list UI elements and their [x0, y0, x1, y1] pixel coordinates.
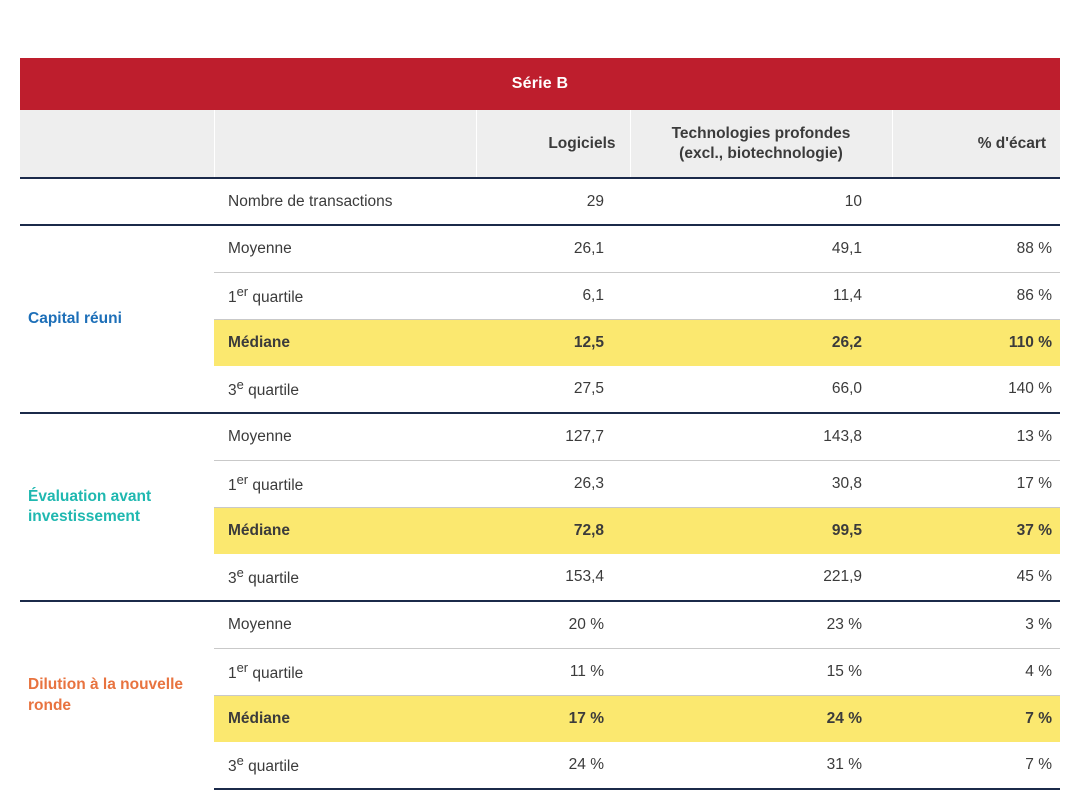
value-gap: 13 %	[892, 413, 1060, 460]
value-software: 6,1	[476, 272, 630, 319]
metric-label: 1er quartile	[214, 272, 476, 319]
header-deeptech-line1: Technologies profondes	[671, 125, 851, 143]
value-software: 12,5	[476, 319, 630, 366]
value-software: 72,8	[476, 507, 630, 554]
group-label-valuation: Évaluation avant investissement	[20, 413, 214, 601]
metric-label: Nombre de transactions	[214, 178, 476, 225]
value-deeptech: 11,4	[630, 272, 892, 319]
value-deeptech: 23 %	[630, 601, 892, 648]
metric-label: Médiane	[214, 319, 476, 366]
metric-label: Médiane	[214, 507, 476, 554]
value-software: 20 %	[476, 601, 630, 648]
value-gap: 7 %	[892, 742, 1060, 789]
value-deeptech: 221,9	[630, 554, 892, 601]
value-deeptech: 143,8	[630, 413, 892, 460]
value-software: 26,1	[476, 225, 630, 272]
value-deeptech: 31 %	[630, 742, 892, 789]
series-b-stats-table	[20, 58, 1060, 790]
value-gap: 45 %	[892, 554, 1060, 601]
metric-label: Moyenne	[214, 225, 476, 272]
value-gap: 110 %	[892, 319, 1060, 366]
value-gap	[892, 178, 1060, 225]
value-gap: 86 %	[892, 272, 1060, 319]
table-title-row	[20, 58, 1060, 110]
value-deeptech: 24 %	[630, 695, 892, 742]
value-gap: 4 %	[892, 648, 1060, 695]
metric-label: Médiane	[214, 695, 476, 742]
metric-label: Moyenne	[214, 601, 476, 648]
value-gap: 7 %	[892, 695, 1060, 742]
value-gap: 3 %	[892, 601, 1060, 648]
metric-label: Moyenne	[214, 413, 476, 460]
table-row	[20, 601, 1060, 648]
header-metric	[214, 110, 476, 178]
value-deeptech: 10	[630, 178, 892, 225]
value-software: 17 %	[476, 695, 630, 742]
value-software: 153,4	[476, 554, 630, 601]
value-software: 24 %	[476, 742, 630, 789]
metric-label: 3e quartile	[214, 742, 476, 789]
value-software: 127,7	[476, 413, 630, 460]
table-row	[20, 413, 1060, 460]
header-software: Logiciels	[476, 110, 630, 178]
table-header-row	[20, 110, 1060, 178]
metric-label: 1er quartile	[214, 648, 476, 695]
header-deeptech	[630, 110, 892, 178]
metric-label: 1er quartile	[214, 460, 476, 507]
value-gap: 17 %	[892, 460, 1060, 507]
value-gap: 37 %	[892, 507, 1060, 554]
value-deeptech: 99,5	[630, 507, 892, 554]
table-row	[20, 225, 1060, 272]
header-group	[20, 110, 214, 178]
value-software: 11 %	[476, 648, 630, 695]
header-gap: % d'écart	[892, 110, 1060, 178]
value-gap: 88 %	[892, 225, 1060, 272]
value-deeptech: 15 %	[630, 648, 892, 695]
table-title: Série B	[20, 58, 1060, 110]
header-deeptech-line2: (excl., biotechnologie)	[679, 144, 843, 162]
value-gap: 140 %	[892, 366, 1060, 413]
group-label-capital: Capital réuni	[20, 225, 214, 413]
group-label-dilution: Dilution à la nouvelle ronde	[20, 601, 214, 789]
value-deeptech: 49,1	[630, 225, 892, 272]
value-software: 29	[476, 178, 630, 225]
metric-label: 3e quartile	[214, 554, 476, 601]
value-deeptech: 30,8	[630, 460, 892, 507]
value-software: 27,5	[476, 366, 630, 413]
value-deeptech: 26,2	[630, 319, 892, 366]
metric-label: 3e quartile	[214, 366, 476, 413]
value-software: 26,3	[476, 460, 630, 507]
value-deeptech: 66,0	[630, 366, 892, 413]
group-label-empty	[20, 178, 214, 225]
table-row	[20, 178, 1060, 225]
